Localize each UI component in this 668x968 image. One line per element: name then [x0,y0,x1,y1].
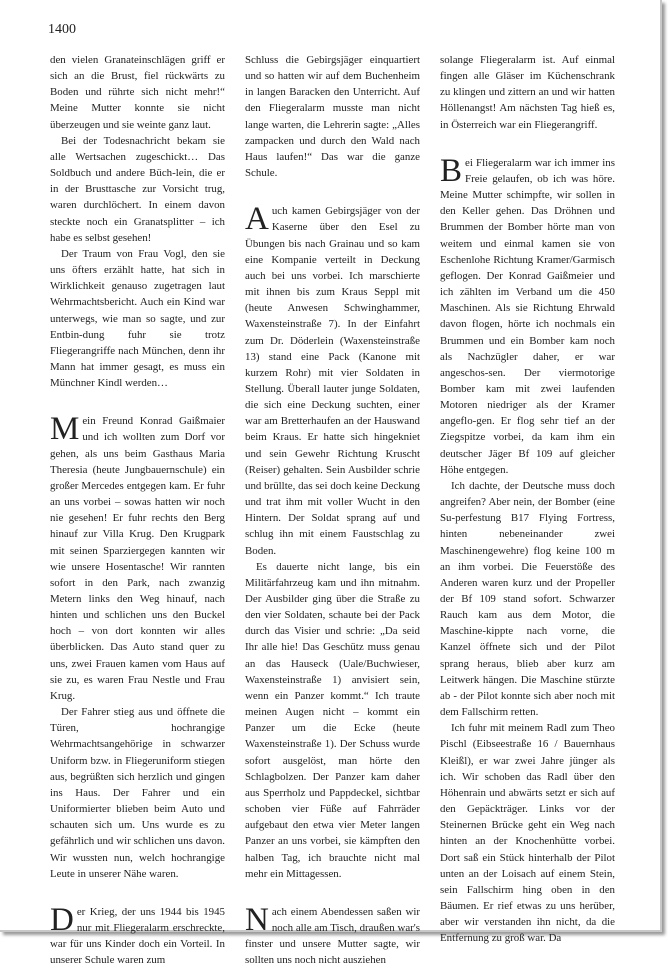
paragraph [440,720,615,946]
section-paragraph [440,152,615,478]
paragraph-text: Ich fuhr mit meinem Radl zum Theo Pischl (Eibseestraße 16 / Bauernhaus Kleißl), er war zwei Jahre jünger als ich. Wir schoben das Radl über den Höhenrain und abwärts setzt er sich auf den Gepäckträger. Links vor der Steinernen Brücke geht ein Weg nach hinten an der Knochenhütte vorbei. Dort saß ein Stück hinterhalb der Pilot unten an der Loisach auf einem Stein, sein Fallschirm hing oben in den Bäumen. Er rief etwas zu uns herüber, aber wir verstanden ihn nicht, da die Entfernung zu groß war. Da [440,722,615,945]
drop-cap: M [50,411,80,448]
paragraph [50,704,225,882]
text-column-3 [440,52,615,946]
paragraph [245,559,420,882]
paragraph-text: Der Fahrer stieg aus und öffnete die Türen, hochrangige Wehrmachtsangehörige in schwarzer Uniform bzw. in Fliegeruniform stiegen aus, begrüßten sich herzlich und gingen ins Haus. Der Fahrer und ein Uniformierter blieben beim Auto und schauten sich um. Uns wurde es zu gefährlich und wir schlichen uns davon. Wir wussten nun, welch hochrangige Leute in unserer Nähe waren. [50,706,225,880]
drop-cap: A [245,201,269,238]
paragraph-text: uch kamen Gebirgsjäger von der Kaserne über den Esel zu Übungen bis nach Grainau und so kam eine Kompanie verteilt in Deckung auch bei uns vorbei. Ich marschierte mit ihnen bis zum Kraus Seppl mit (heute Anwesen Schwinghammer, Waxensteinstraße 7). In der Einfahrt zum Dr. Döderlein (Waxensteinstraße 13) stand eine Pack (Kanone mit kurzem Rohr) mit vier Soldaten in Stellung. Überall lauter junge Soldaten, die sich eine Deckung suchten, einer war am Bretterhaufen an der Hauswand beim Kraus. Er hatte sich hingekniet und sein Gewehr Richtung Kruscht (Reiser) gehalten. Sein Ausbilder schrie und brüllte, das sei doch keine Deckung und trat ihm mit voller Wucht in den Hintern. Der Soldat sprang auf und schlug ihn mit einem Faustschlag zu Boden. [245,205,420,557]
page-number: 1400 [48,22,76,37]
paragraph-text: ei Fliegeralarm war ich immer ins Freie gelaufen, ob ich was höre. Meine Mutter schimpfte, wir sollen in den Keller gehen. Das Dröhnen und Brummen der Bomber hörte man von weitem und einmal kamen sie von Eschenlohe Richtung Kramer/Garmisch geflogen. Der Konrad Gaißmeier und ich zählten im Verband um die 450 Maschinen. Als sie Richtung Ehrwald davon flogen, hörte ich nochmals ein Brummen und ein Bomber kam noch als Nachzügler daher, er war angeschos-sen. Der viermotorige Bomber kam mit zwei laufenden Motoren niedriger als der Kramer angeflo-gen. Er flog sehr tief an der Ziegspitze vorbei, da kam ihm ein deutscher Jäger Bf 109 auf gleicher Höhe entgegen. [440,156,615,476]
drop-cap: D [50,901,74,938]
paragraph-text: ein Freund Konrad Gaißmaier und ich wollten zum Dorf vor gehen, als uns beim Gasthaus Maria Theresia (heute Jungbauernschule) ein großer Mercedes entgegen kam. Er fuhr an uns vorbei – sowas hatten wir noch nie gesehen! Er fuhr rechts den Berg hinauf zur Villa Krug. Den Krugpark mit seinen Sparziergegen kannten wir wie unsere Hosentasche! Wir rannten sofort in den Park, nach zwanzig Metern links den Weg hinauf, nach hinten und schlichen uns den Buckel hoch – von dort konnten wir alles überblicken. Das Auto stand quer zu uns, zwei Frauen kamen vom Haus auf sie zu, es waren Frau Nestle und Frau Krug. [50,415,225,702]
paragraph-text: Schluss die Gebirgsjäger einquartiert und so hatten wir auf dem Buchenheim in langen Baracken den Unterricht. Auf den Fliegeralarm musste man nicht lange warten, die Lehrerin sagte: „Alles zampacken und durch den Wald nach Haus laufen!“ Das war die ganze Schule. [245,54,420,180]
paragraph-text: er Krieg, der uns 1944 bis 1945 nur mit Fliegeralarm erschreckte, war für uns Kinder doch ein Vorteil. In unserer Schule waren zum [50,905,225,967]
paragraph-text: Der Traum von Frau Vogl, den sie uns öfters erzählt hatte, hat sich in Wirklichkeit genauso zugetragen laut Wehrmachtsbericht. Auch ein Kind war unterwegs, wie man so sagte, und zur Entbin-dung fuhr sie trotz Fliegerangriffe nach München, denn ihr Mann hat immer gesagt, es muss ein Münchner Kindl werden… [50,247,225,390]
paragraph-text: ach einem Abendessen saßen wir noch alle am Tisch, draußen war's finster und unsere Mutter sagte, wir sollten uns noch nicht ausziehen [245,905,420,967]
paragraph [50,52,225,133]
paragraph [50,246,225,391]
paragraph-text: Es dauerte nicht lange, bis ein Militärfahrzeug kam und ihn mitnahm. Der Ausbilder ging über die Straße zu den vier Soldaten, schaute bei der Pack durch das Visier und schrie: „Da seid Ihr alle hie! Das Geschütz muss genau an das Hauseck (Uale/Buchwieser, Waxensteinstraße 1) anvisiert sein, wenn ein Panzer kommt.“ Ich traute meinen Augen nicht – kommt ein Panzer um die Ecke (heute Waxensteinstraße 1). Der Schuss wurde sofort ausgelöst, man hörte den Schlagbolzen. Der Panzer kam daher aus Sperrholz und Pappdeckel, sichtbar schoben vier Füße auf Fahrräder aufgebaut den etwa vier Meter langen Panzer an uns vorbei, sie kämpften den halben Tag, ich brauchte nicht mal mehr ein Mittagessen. [245,560,420,880]
drop-cap: B [440,152,463,189]
text-column-1 [50,52,225,968]
paragraph [440,52,615,133]
section-paragraph [50,413,225,704]
paragraph-text: Ich dachte, der Deutsche muss doch angreifen? Aber nein, der Bomber (eine Su-perfestung B17 Flying Fortress, hinten nebeneinander zwei Maschinengewehre) flog keine 100 m an ihm vorbei. Die Feuerstöße des Anderen waren kurz und der Propeller der Bf 109 stand sofort. Schwarzer Rauch kam aus dem Motor, die Maschine-kippte nach vorne, die Kanzel öffnete sich und der Pilot sprang heraus, blieb aber kurz am Leitwerk hängen. Die Maschine stürzte ab - der Pilot konnte sich aber noch mit dem Fallschirm retten. [440,479,615,719]
paragraph [50,133,225,246]
paragraph [245,52,420,181]
paragraph-text: Bei der Todesnachricht bekam sie alle Wertsachen zugeschickt… Das Soldbuch und andere Büch-lein, die er in der Brusttasche zur Vorsicht trug, waren durchlöchert. In einem davon steckte noch ein Granatsplitter – ich habe es selbst gesehen! [50,134,225,244]
paragraph [440,478,615,720]
section-paragraph [245,203,420,558]
drop-cap: N [245,901,269,938]
paragraph-text: den vielen Granateinschlägen griff er sich an die Brust, fiel rückwärts zu Boden und rührte sich nicht mehr!“ Meine Mutter konnte sie nicht überzeugen und sie weinte ganz laut. [50,54,225,131]
text-column-2 [245,52,420,968]
paragraph-text: solange Fliegeralarm ist. Auf einmal fingen alle Gläser im Küchenschrank zu klingen und zittern an und wir hatten Höllenangst! Am nächsten Tag hieß es, in Österreich war ein Fliegerangriff. [440,54,615,131]
